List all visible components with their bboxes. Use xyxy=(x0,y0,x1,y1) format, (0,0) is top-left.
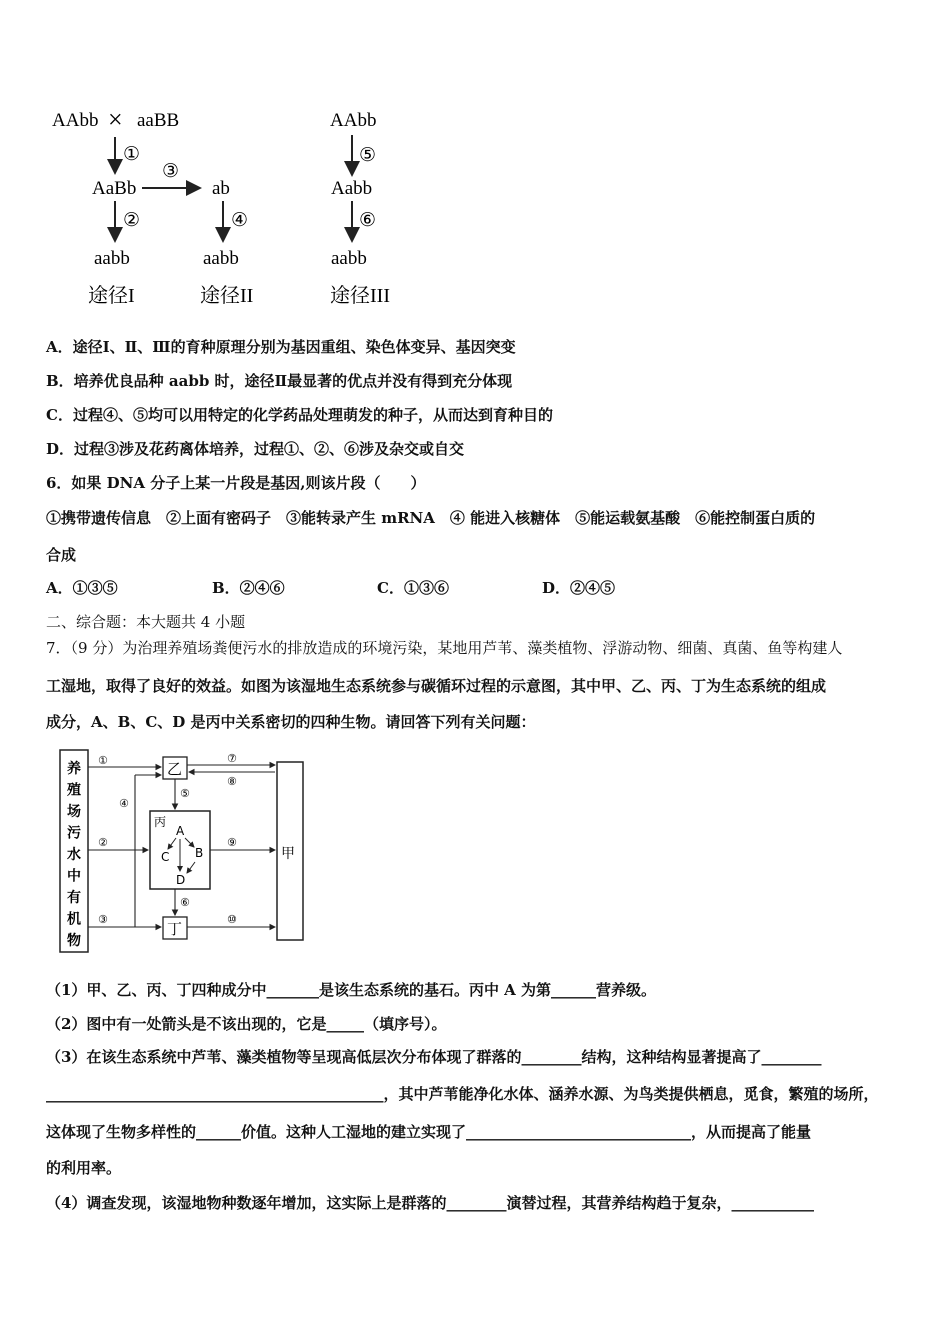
pathway3-mutant: Aabb xyxy=(331,178,373,199)
jia-label: 甲 xyxy=(281,846,295,862)
gamete-label: ab xyxy=(212,178,230,199)
q7-sub4: （4）调查发现，该湿地物种数逐年增加，这实际上是群落的________演替过程，其营养结构趋于复杂，___________ xyxy=(46,1194,814,1212)
pathway1-label: 途径I xyxy=(88,285,135,307)
step6-label: ⑥ xyxy=(359,210,377,231)
q5-option-d: D．过程③涉及花药离体培养，过程①、②、⑥涉及杂交或自交 xyxy=(46,440,465,458)
pathway2-label: 途径II xyxy=(200,285,254,307)
pathway3-label: 途径III xyxy=(330,285,390,307)
section-heading: 二、综合题：本大题共 4 小题 xyxy=(46,613,246,631)
q5-option-c: C．过程④、⑤均可以用特定的化学药品处理萌发的种子，从而达到育种目的 xyxy=(46,406,553,424)
q5-option-a: A．途径Ⅰ、Ⅱ、Ⅲ的育种原理分别为基因重组、染色体变异、基因突变 xyxy=(46,338,516,356)
q6-option-b: B．②④⑥ xyxy=(212,579,285,597)
sewage-char: 场 xyxy=(67,804,81,820)
a-to-b-arrow xyxy=(185,838,194,847)
cross-symbol: × xyxy=(108,105,123,134)
organism-c: C xyxy=(161,850,170,864)
sewage-char: 养 xyxy=(67,761,81,777)
pathway1-result: aabb xyxy=(94,248,130,269)
step5-label: ⑤ xyxy=(359,145,377,166)
pathway2-result: aabb xyxy=(203,248,239,269)
q6-items-cont: 合成 xyxy=(46,546,77,564)
q6-option-c: C．①③⑥ xyxy=(377,579,449,597)
label-4: ④ xyxy=(119,797,129,810)
label-7: ⑦ xyxy=(227,752,237,765)
step3-label: ③ xyxy=(162,161,180,182)
sewage-char: 水 xyxy=(67,847,81,863)
sewage-char: 中 xyxy=(67,868,81,885)
a-to-c-arrow xyxy=(168,838,176,849)
sewage-char: 殖 xyxy=(67,782,81,799)
sewage-char: 机 xyxy=(67,911,81,928)
label-5: ⑤ xyxy=(180,787,190,800)
step4-label: ④ xyxy=(231,210,249,231)
q7-sub3-line4: 的利用率。 xyxy=(46,1159,122,1177)
label-10: ⑩ xyxy=(227,913,237,926)
organism-b: B xyxy=(195,846,204,860)
pathway3-parent: AAbb xyxy=(330,110,377,131)
breeding-pathways-diagram xyxy=(40,95,440,320)
q7-stem-line1: 7．（9 分）为治理养殖场粪便污水的排放造成的环境污染，某地用芦苇、藻类植物、浮游动物、细菌、真菌、鱼等构建人 xyxy=(46,639,843,657)
q7-stem-line3: 成分，A、B、C、D 是丙中关系密切的四种生物。请回答下列有关问题： xyxy=(46,713,536,731)
q7-sub3-line1: （3）在该生态系统中芦苇、藻类植物等呈现高低层次分布体现了群落的________结构，这种结构显著提高了________ xyxy=(46,1048,822,1066)
label-6: ⑥ xyxy=(180,896,190,909)
q6-items: ①携带遗传信息 ②上面有密码子 ③能转录产生 mRNA ④ 能进入核糖体 ⑤能运载氨基酸 ⑥能控制蛋白质的 xyxy=(46,509,816,527)
q7-sub3-line2: _____________________________________________，其中芦苇能净化水体、涵养水源、为鸟类提供栖息，觅食，繁殖的场所， xyxy=(46,1085,879,1103)
q7-sub1: （1）甲、乙、丙、丁四种成分中_______是该生态系统的基石。丙中 A 为第______营养级。 xyxy=(46,981,657,999)
sewage-char: 有 xyxy=(67,890,81,906)
q5-option-b: B．培养优良品种 aabb 时，途径Ⅱ最显著的优点并没有得到充分体现 xyxy=(46,372,513,390)
sewage-char: 物 xyxy=(67,933,81,949)
bing-label: 丙 xyxy=(154,815,167,829)
parent-aabb-label: AAbb xyxy=(52,110,99,131)
hybrid-label: AaBb xyxy=(92,178,137,199)
label-1: ① xyxy=(98,754,108,767)
organism-d: D xyxy=(176,873,186,887)
label-2: ② xyxy=(98,836,108,849)
step2-label: ② xyxy=(123,210,141,231)
ding-label: 丁 xyxy=(167,920,183,938)
q7-sub2: （2）图中有一处箭头是不该出现的，它是_____（填序号）。 xyxy=(46,1015,447,1033)
q6-option-d: D．②④⑤ xyxy=(542,579,616,597)
step1-label: ① xyxy=(123,144,141,165)
organism-a: A xyxy=(176,824,185,838)
q7-sub3-line3: 这体现了生物多样性的______价值。这种人工湿地的建立实现了______________________________，从而提高了能量 xyxy=(46,1123,812,1141)
label-3: ③ xyxy=(98,913,108,926)
yi-label: 乙 xyxy=(167,760,183,778)
q7-stem-line2: 工湿地，取得了良好的效益。如图为该湿地生态系统参与碳循环过程的示意图，其中甲、乙、丙、丁为生态系统的组成 xyxy=(46,677,827,695)
pathway3-result: aabb xyxy=(331,248,367,269)
sewage-char: 污 xyxy=(67,825,81,842)
label-9: ⑨ xyxy=(227,836,237,849)
q6-option-a: A．①③⑤ xyxy=(46,579,118,597)
q6-stem: 6．如果 DNA 分子上某一片段是基因,则该片段（ ） xyxy=(46,474,426,492)
b-to-d-arrow xyxy=(187,862,195,873)
label-8: ⑧ xyxy=(227,775,237,788)
carbon-cycle-diagram xyxy=(55,745,315,960)
parent-aabb2-label: aaBB xyxy=(137,110,180,131)
